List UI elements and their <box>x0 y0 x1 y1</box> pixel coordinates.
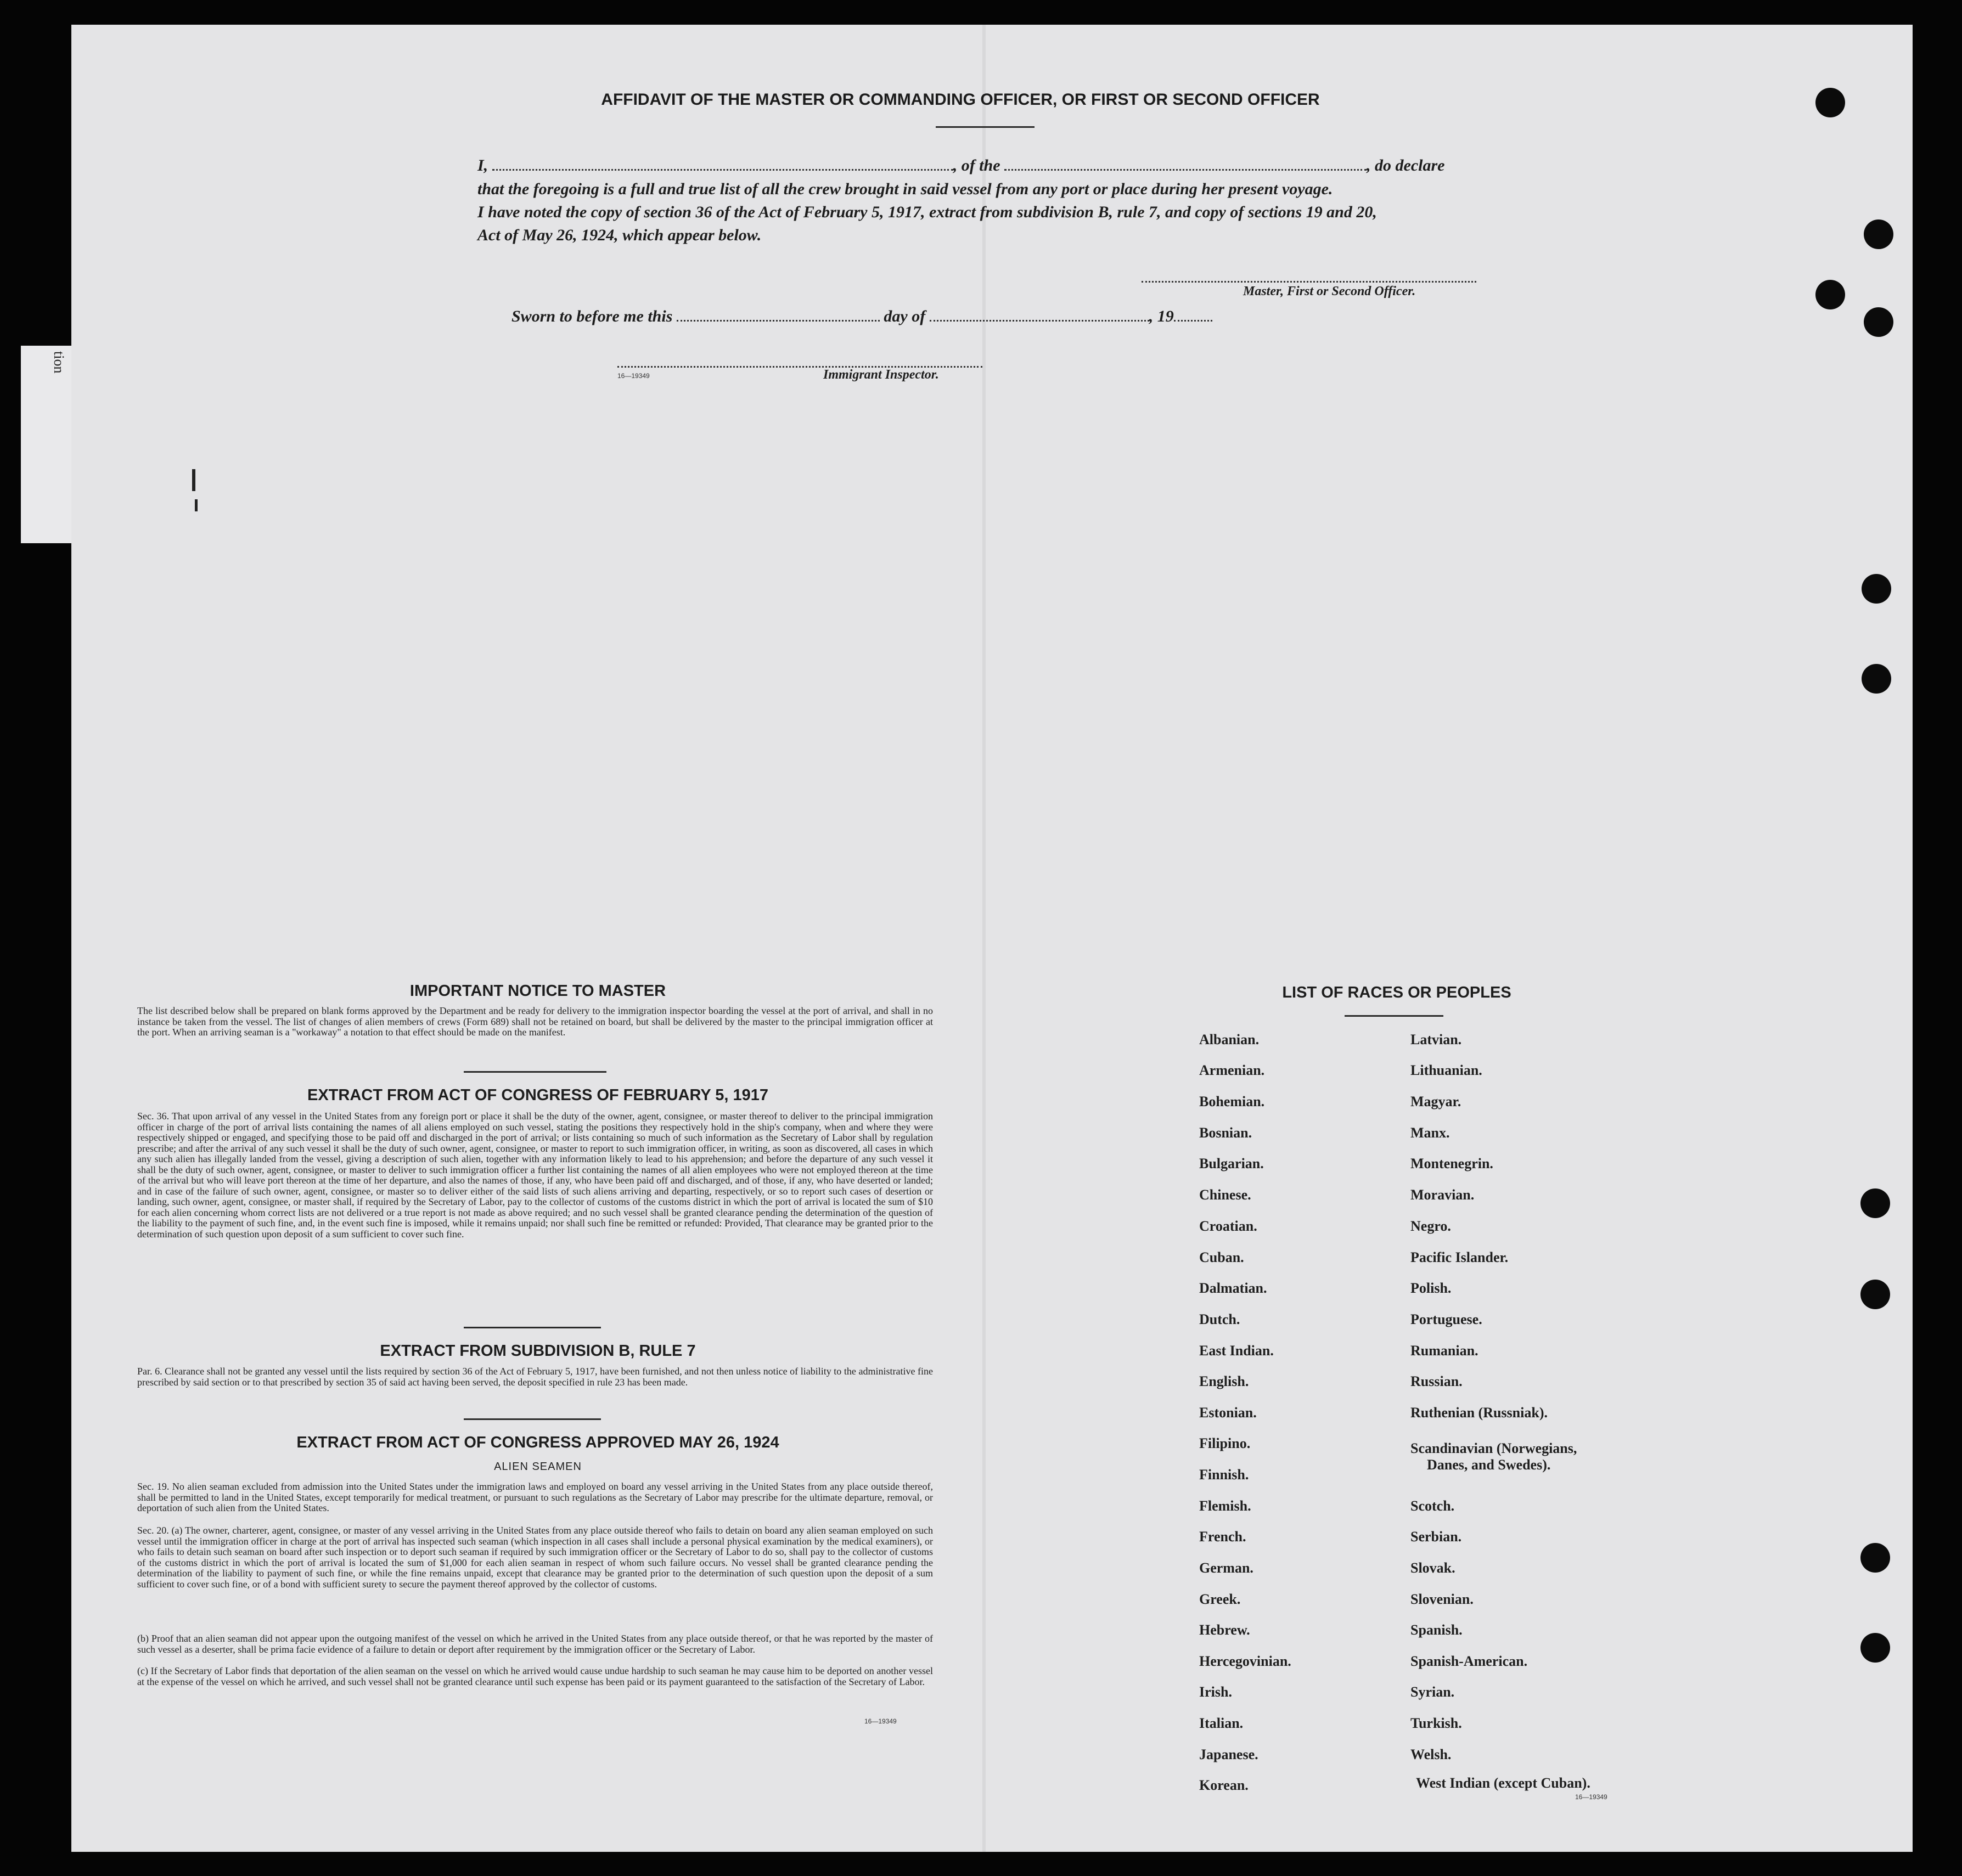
race-item: Cuban. <box>1199 1249 1244 1265</box>
month-field[interactable] <box>930 308 1149 322</box>
race-item: Estonian. <box>1199 1405 1257 1421</box>
extract-1924-title: EXTRACT FROM ACT OF CONGRESS APPROVED MAY 26, 1924 <box>296 1434 779 1451</box>
race-item: Syrian. <box>1410 1684 1455 1700</box>
race-item: English. <box>1199 1373 1249 1389</box>
race-item: East Indian. <box>1199 1343 1274 1359</box>
race-item: Welsh. <box>1410 1747 1452 1762</box>
extract-1924-sec20c: (c) If the Secretary of Labor finds that deportation of the alien seaman on the vessel on which he arrived would cause undue hardship to such seaman he may cause him to be deported on another vessel at the expense of the vessel on which he arrived, and such vessel shall not be granted clearance until such expense has been paid or its payment guaranteed to the satisfaction of the Secretary of Labor. <box>137 1665 933 1687</box>
binder-hole <box>1864 219 1893 249</box>
race-item: Albanian. <box>1199 1032 1260 1047</box>
form-number: 16—19349 <box>864 1717 897 1725</box>
signature-field[interactable] <box>1142 269 1476 283</box>
day-field[interactable] <box>677 308 880 322</box>
race-item: Scotch. <box>1410 1498 1455 1514</box>
race-item: Spanish-American. <box>1410 1653 1528 1669</box>
race-item: Dalmatian. <box>1199 1280 1267 1296</box>
race-item: Serbian. <box>1410 1529 1462 1545</box>
binder-hole <box>1860 1188 1890 1218</box>
race-item: German. <box>1199 1560 1253 1576</box>
race-item: Hebrew. <box>1199 1622 1250 1638</box>
name-field[interactable] <box>492 157 953 171</box>
ink-mark <box>195 499 198 511</box>
race-item: Filipino. <box>1199 1435 1251 1451</box>
race-item: Manx. <box>1410 1125 1450 1141</box>
race-item: Danes, and Swedes). <box>1427 1457 1551 1473</box>
race-item: Moravian. <box>1410 1187 1475 1203</box>
signature-label: Master, First or Second Officer. <box>1243 284 1416 298</box>
affidavit-line-4: Act of May 26, 1924, which appear below. <box>477 226 762 244</box>
affidavit-line-1 <box>477 156 1444 175</box>
race-item: Ruthenian (Russniak). <box>1410 1405 1548 1421</box>
binder-hole <box>1815 88 1845 117</box>
race-item: French. <box>1199 1529 1246 1545</box>
race-item: Negro. <box>1410 1218 1451 1234</box>
divider <box>1345 1015 1443 1017</box>
extract-1924-sec20a: Sec. 20. (a) The owner, charterer, agent, consignee, or master of any vessel arriving in the United States from any place outside thereof who fails to detain on board any alien seaman employed on such vessel until the immigration officer in charge at the port of arrival has inspected such seaman (which inspection in all cases shall include a personal physical examination by the medical examiners), or who fails to detain such seaman on board after such inspection or to deport such seaman if required by such immigration officer or the Secretary of Labor to do so, shall pay to the collector of customs of the customs district in which the port of arrival is located the sum of $1,000 for each alien seaman in respect of whom such failure occurs. No vessel shall be granted clearance pending the determination of the liability to payment of such fine, or while the fine remains unpaid, except that clearance may be granted prior to the determination of such question upon the deposit of a sum sufficient to cover such fine, or of a bond with sufficient surety to secure the payment thereof approved by the collector of customs. <box>137 1525 933 1590</box>
race-item: Spanish. <box>1410 1622 1463 1638</box>
divider <box>464 1418 601 1420</box>
race-item: Korean. <box>1199 1777 1249 1793</box>
race-item: Bohemian. <box>1199 1094 1265 1109</box>
divider <box>464 1071 606 1073</box>
affidavit-line-3: I have noted the copy of section 36 of the Act of February 5, 1917, extract from subdivision B, rule 7, and copy of sections 19 and 20, <box>477 203 1377 221</box>
race-item: Turkish. <box>1410 1715 1462 1731</box>
notice-text: The list described below shall be prepared on blank forms approved by the Department and be ready for delivery to the immigration inspector boarding the vessel at the port of arrival, and shall in no instance be taken from the vessel. The list of changes of alien members of crews (Form 689) shall not be retained on board, but shall be delivered by the master to the principal immigration officer at the port. When an arriving seaman is a "workaway" a notation to that effect should be made on the manifest. <box>137 1005 933 1038</box>
race-item: Flemish. <box>1199 1498 1251 1514</box>
inspector-signature-field[interactable] <box>617 354 982 368</box>
races-title: LIST OF RACES OR PEOPLES <box>1282 984 1511 1001</box>
form-number: 16—19349 <box>617 372 650 380</box>
race-item: West Indian (except Cuban). <box>1416 1775 1590 1791</box>
race-item: Russian. <box>1410 1373 1463 1389</box>
race-item: Rumanian. <box>1410 1343 1478 1359</box>
race-item: Lithuanian. <box>1410 1062 1482 1078</box>
race-item: Latvian. <box>1410 1032 1462 1047</box>
race-item: Armenian. <box>1199 1062 1265 1078</box>
extract-1917-text: Sec. 36. That upon arrival of any vessel in the United States from any foreign port or place it shall be the duty of the owner, agent, consignee, or master thereof to deliver to the principal immigration officer in charge of the port of arrival lists containing the names of all aliens employed on such vessel, stating the positions they respectively hold in the ship's company, when and where they were respectively shipped or engaged, and specifying those to be paid off and discharged in the port of arrival; or lists containing so much of such information as the Secretary of Labor shall by regulation prescribe; and after the arrival of any such vessel it shall be the duty of such owner, agent, consignee, or master to report to such immigration officer, in writing, as soon as discovered, all cases in which any such alien has illegally landed from the vessel, giving a description of such alien, together with any information likely to lead to his apprehension; and before the departure of any such vessel it shall be the duty of such owner, agent, consignee, or master to deliver to such immigration officer a further list containing the names of all alien employees who were not employed thereon at the time of the arrival but who will leave port thereon at the time of her departure, and also the names of those, if any, who have been paid off and discharged, and of those, if any, who have deserted or landed; and in case of the failure of such owner, agent, consignee, or master so to deliver either of the said lists of such aliens arriving and departing, respectively, or so to report such cases of desertion or landing, such owner, agent, consignee, or master shall, if required by the Secretary of Labor, pay to the collector of customs of the customs district in which the port of arrival is located the sum of $10 for each alien concerning whom correct lists are not delivered or a true report is not made as above required; and no such vessel shall be granted clearance pending the determination of the question of the liability to the payment of such fine, and, in the event such fine is imposed, while it remains unpaid; nor shall such fine be remitted or refunded: Provided, That clearance may be granted prior to the determination of such question upon deposit of a sum sufficient to cover such fine. <box>137 1111 933 1240</box>
vessel-field[interactable] <box>1004 157 1367 171</box>
extract-1917-title: EXTRACT FROM ACT OF CONGRESS OF FEBRUARY 5, 1917 <box>307 1086 769 1104</box>
race-item: Dutch. <box>1199 1311 1240 1327</box>
race-item: Japanese. <box>1199 1747 1258 1762</box>
race-item: Italian. <box>1199 1715 1244 1731</box>
ink-mark <box>192 469 195 491</box>
race-item: Chinese. <box>1199 1187 1251 1203</box>
binder-hole <box>1862 574 1891 604</box>
race-item: Polish. <box>1410 1280 1452 1296</box>
binder-hole <box>1860 1633 1890 1663</box>
year-field[interactable] <box>1174 308 1212 322</box>
sworn-line <box>511 307 1212 326</box>
binder-hole <box>1815 280 1845 309</box>
binder-hole <box>1860 1280 1890 1309</box>
form-number: 16—19349 <box>1575 1793 1607 1801</box>
race-item: Montenegrin. <box>1410 1156 1493 1171</box>
extract-rule7-title: EXTRACT FROM SUBDIVISION B, RULE 7 <box>380 1342 696 1360</box>
race-item: Greek. <box>1199 1591 1241 1607</box>
affidavit-line-2: that the foregoing is a full and true list of all the crew brought in said vessel from any port or place during her present voyage. <box>477 180 1333 198</box>
race-item: Pacific Islander. <box>1410 1249 1509 1265</box>
year-label: , 19 <box>1149 307 1174 325</box>
race-item: Slovak. <box>1410 1560 1455 1576</box>
side-tab-text: tion <box>51 351 67 374</box>
extract-1924-sec19: Sec. 19. No alien seaman excluded from admission into the United States under the immigration laws and employed on board any vessel arriving in the United States from any place outside thereof, shall be permitted to land in the United States, except temporarily for medical treatment, or pursuant to such regulations as the Secretary of Labor may prescribe for the ultimate departure, removal, or deportation of such alien from the United States. <box>137 1481 933 1513</box>
page-fold <box>982 25 986 1852</box>
do-declare-label: , do declare <box>1367 156 1445 174</box>
race-item: Croatian. <box>1199 1218 1257 1234</box>
race-item: Slovenian. <box>1410 1591 1474 1607</box>
inspector-label: Immigrant Inspector. <box>823 368 939 382</box>
affidavit-title: AFFIDAVIT OF THE MASTER OR COMMANDING OFFICER, OR FIRST OR SECOND OFFICER <box>601 91 1320 109</box>
binder-hole <box>1862 664 1891 694</box>
extract-1924-sec20b: (b) Proof that an alien seaman did not appear upon the outgoing manifest of the vessel on which he arrived in the United States from any place outside thereof, or that he was reported by the master of such vessel as a deserter, shall be prima facie evidence of a failure to detain or deport after requirement by the immigration officer or the Secretary of Labor. <box>137 1633 933 1655</box>
race-item: Finnish. <box>1199 1467 1249 1483</box>
binder-hole <box>1860 1543 1890 1573</box>
binder-hole <box>1864 307 1893 337</box>
day-of-label: day of <box>884 307 926 325</box>
race-item: Bosnian. <box>1199 1125 1252 1141</box>
divider <box>464 1327 601 1328</box>
divider <box>936 126 1035 128</box>
race-item: Irish. <box>1199 1684 1232 1700</box>
sworn-label: Sworn to before me this <box>511 307 673 325</box>
race-item: Magyar. <box>1410 1094 1461 1109</box>
race-item: Scandinavian (Norwegians, <box>1410 1440 1577 1456</box>
race-item: Bulgarian. <box>1199 1156 1264 1171</box>
i-label: I, <box>477 156 488 174</box>
alien-seamen-subtitle: ALIEN SEAMEN <box>494 1461 582 1473</box>
race-item: Hercegovinian. <box>1199 1653 1291 1669</box>
notice-title: IMPORTANT NOTICE TO MASTER <box>409 982 666 1000</box>
race-item: Portuguese. <box>1410 1311 1482 1327</box>
extract-rule7-text: Par. 6. Clearance shall not be granted any vessel until the lists required by section 36 of the Act of February 5, 1917, have been furnished, and not then unless notice of liability to the administrative fine prescribed by said section or to that prescribed by section 35 of said act having been served, the deposit specified in rule 23 has been made. <box>137 1366 933 1388</box>
of-the-label: , of the <box>953 156 1000 174</box>
